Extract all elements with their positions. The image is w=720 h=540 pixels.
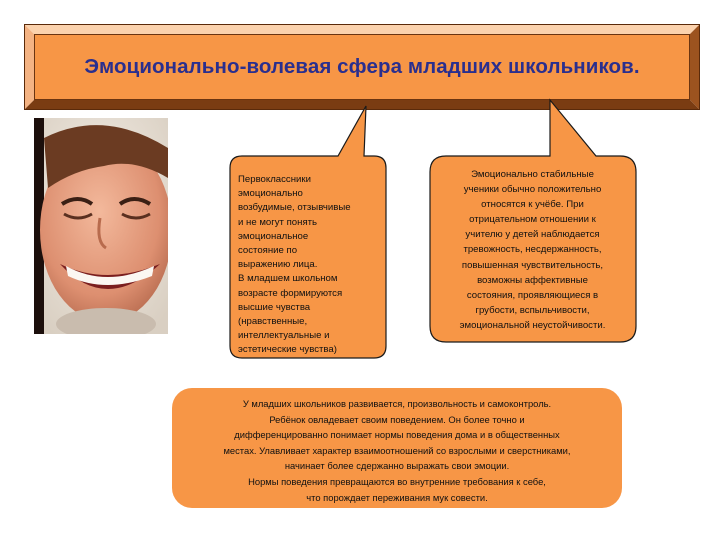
left-callout-text: [238, 173, 386, 358]
right-line: эмоциональной неустойчивости.: [459, 319, 606, 331]
bottom-line: начинает более сдержанно выражать свои эмоции.: [284, 460, 510, 472]
left-line: возбудимые, отзывчивые: [238, 202, 351, 214]
right-line: Эмоционально стабильные: [471, 169, 594, 180]
bottom-line: Ребёнок овладевает своим поведением. Он более точно и: [269, 413, 525, 425]
bottom-line: дифференцированно понимает нормы поведения дома и в общественных: [234, 429, 560, 441]
right-line: тревожность, несдержанность,: [463, 244, 602, 256]
right-line: повышенная чувствительность,: [461, 259, 604, 271]
left-line: состояние по: [238, 245, 298, 257]
left-line: эмоционально: [238, 188, 303, 200]
bottom-line: Нормы поведения превращаются во внутренние требования к себе,: [248, 475, 546, 487]
right-line: учителю у детей наблюдается: [465, 229, 600, 241]
left-line: и не могут понять: [238, 216, 318, 228]
right-line: относятся к учёбе. При: [481, 199, 584, 211]
right-line: ученики обычно положительно: [463, 184, 602, 196]
left-line: В младшем школьном: [238, 273, 338, 285]
bottom-line: местах. Улавливает характер взаимоотношений со взрослыми и сверстниками,: [223, 444, 571, 456]
right-line: возможны аффективные: [477, 274, 588, 286]
right-line: грубости, вспыльчивости,: [475, 304, 590, 316]
left-line: эмоциональное: [238, 230, 309, 242]
left-line: интеллектуальные и: [238, 330, 330, 342]
right-line: состояния, проявляющиеся в: [466, 289, 599, 301]
bottom-line: У младших школьников развивается, произвольность и самоконтроль.: [242, 398, 552, 409]
bottom-summary-text: [172, 396, 622, 505]
right-line: отрицательном отношении к: [469, 214, 596, 226]
left-line: Первоклассники: [238, 174, 311, 185]
left-line: выражению лица.: [238, 259, 318, 271]
left-line: эстетические чувства): [238, 344, 337, 356]
left-line: возрасте формируются: [238, 287, 343, 299]
left-line: высшие чувства: [238, 301, 311, 313]
bottom-line: что порождает переживания мук совести.: [306, 491, 488, 503]
bottom-summary-box: [172, 388, 622, 508]
page-title: Эмоционально-волевая сфера младших школьников.: [84, 55, 640, 78]
left-line: (нравственные,: [238, 316, 308, 328]
right-callout-text: [430, 167, 635, 333]
